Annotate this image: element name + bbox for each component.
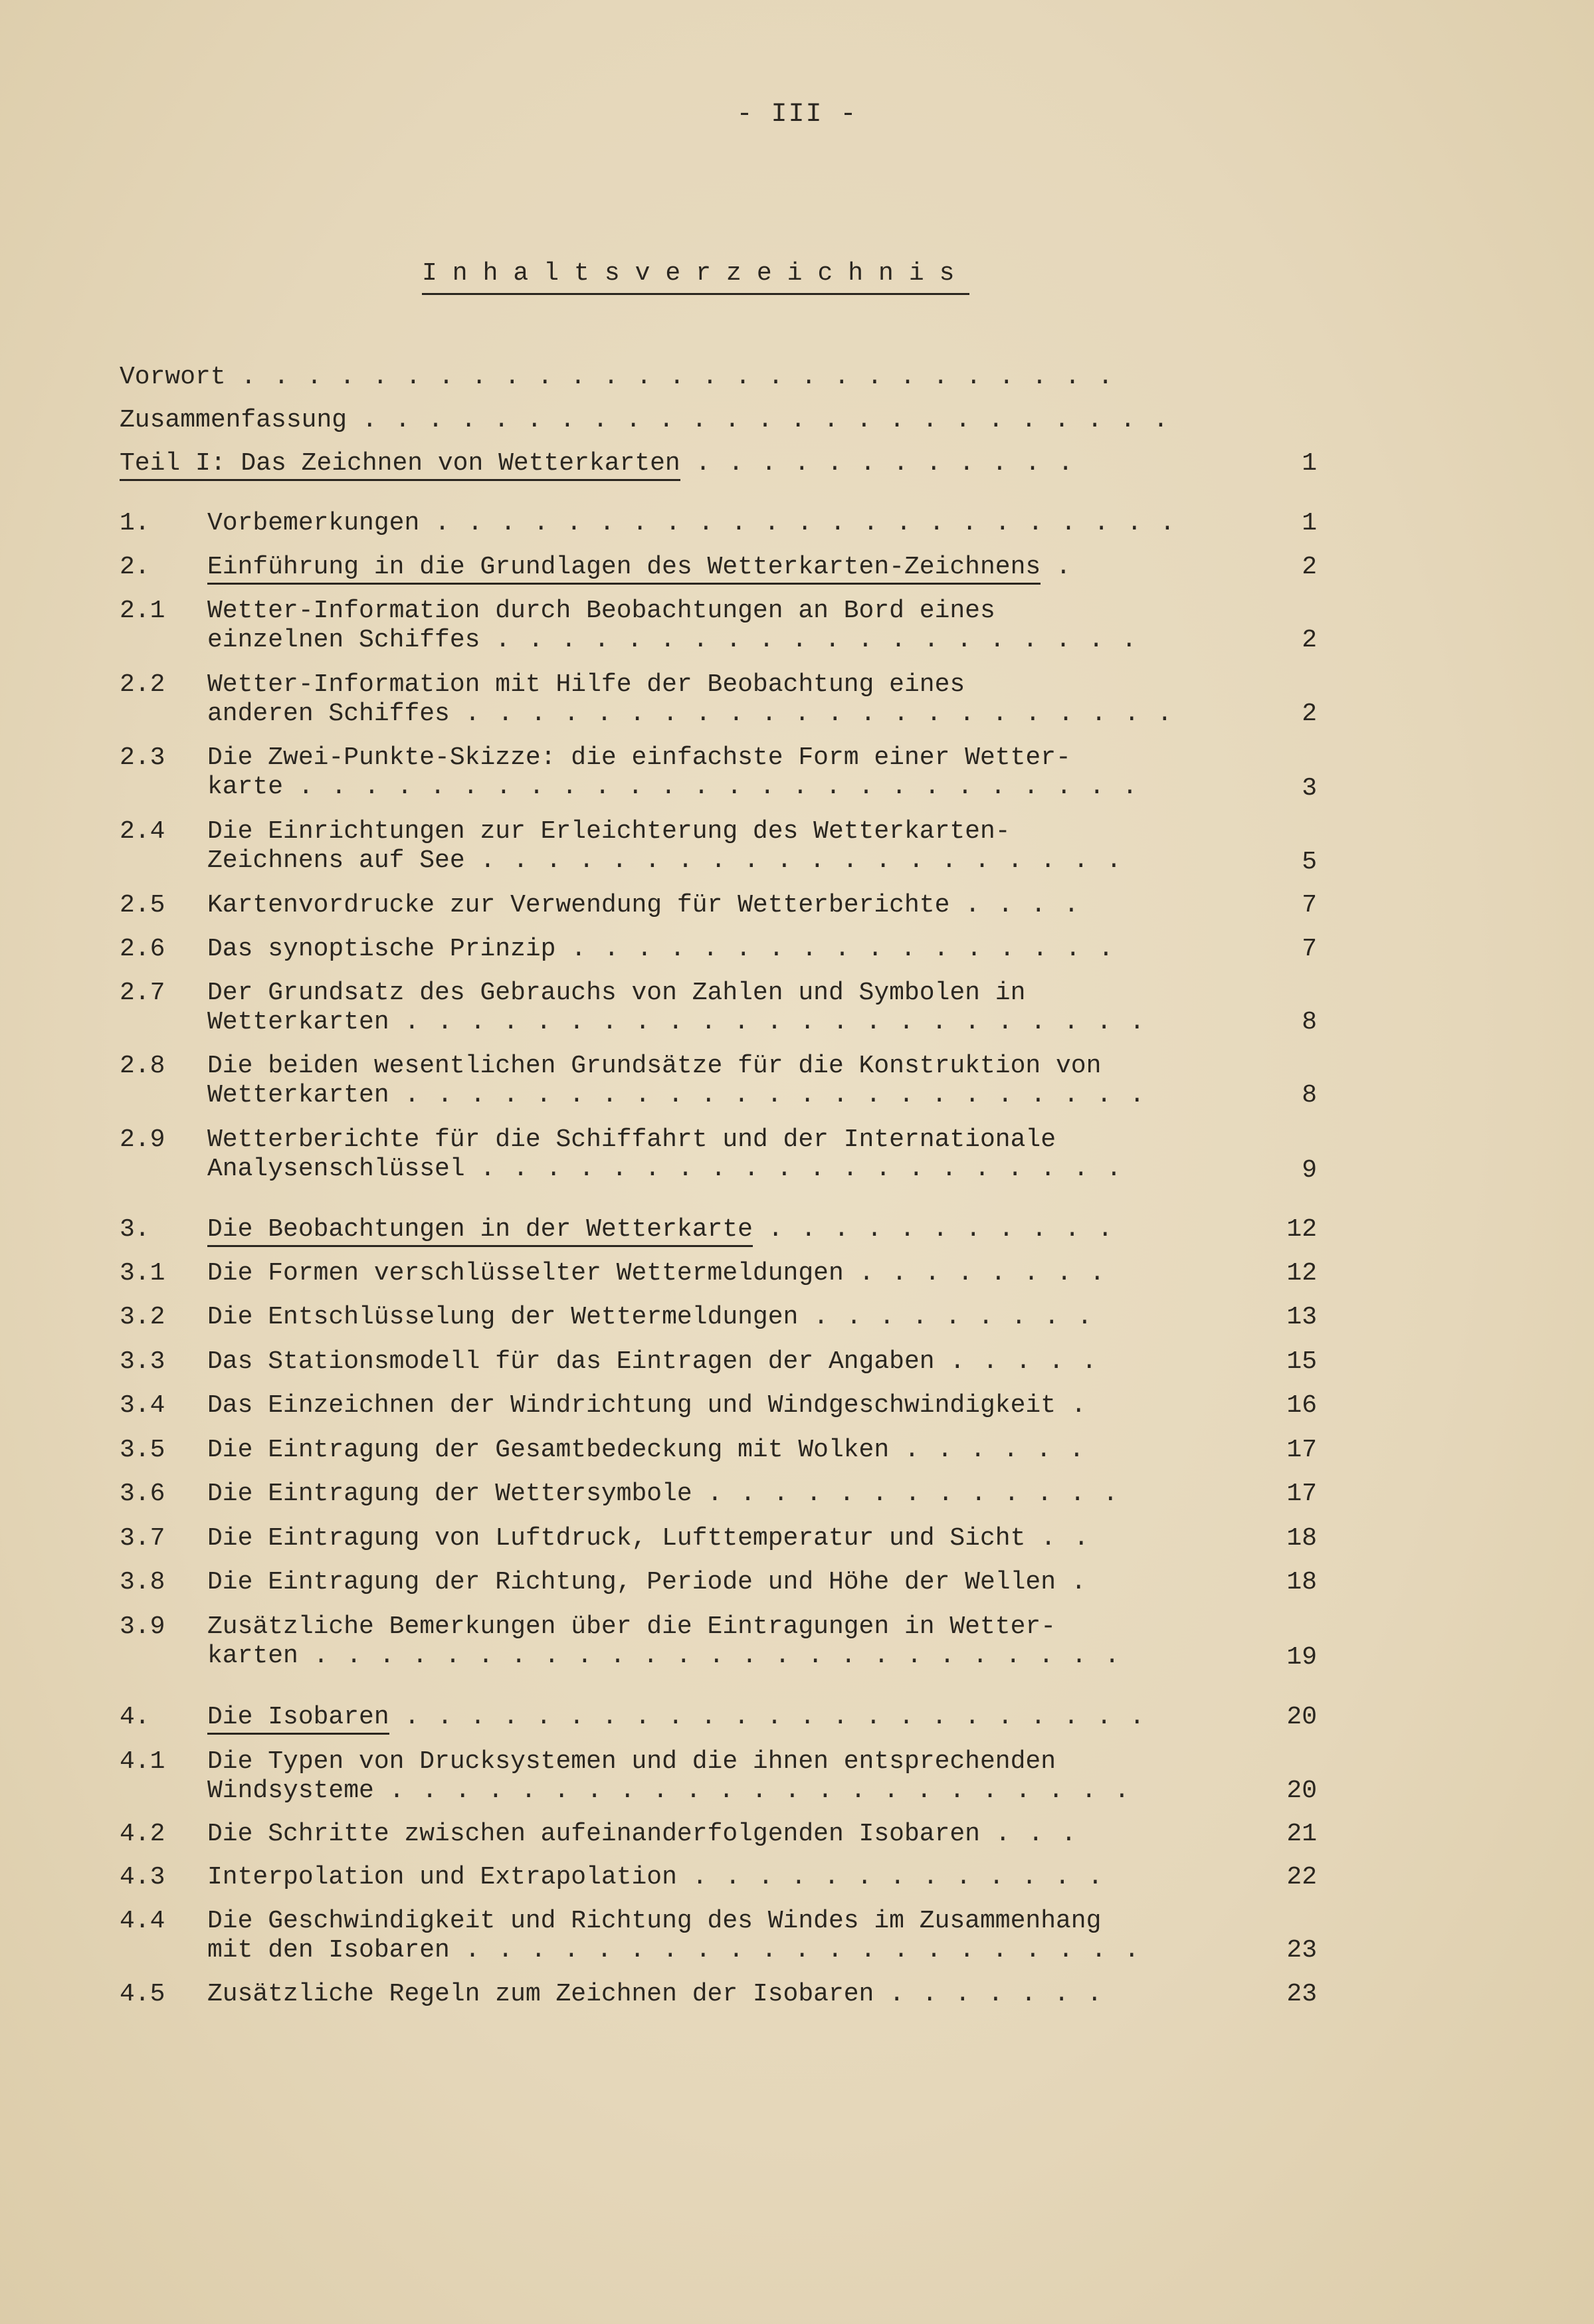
toc-entry-text-line1: Der Grundsatz des Gebrauchs von Zahlen und Symbolen in	[207, 979, 1026, 1007]
page-ref: 1	[1302, 509, 1317, 537]
section-number: 3.	[120, 1215, 150, 1244]
toc-entry-text-line2: karten	[207, 1642, 298, 1670]
leader-dots: . . . . . . . . . . . . . . . . . . . . . . .	[435, 509, 1177, 537]
leader-dots: .	[1070, 1568, 1088, 1597]
toc-entry-text-line1: Wetterberichte für die Schiffahrt und der Internationale	[207, 1125, 1056, 1154]
toc-entry-text: Kartenvordrucke zur Verwendung für Wetterberichte	[207, 891, 950, 920]
page-number: - III -	[736, 100, 858, 130]
leader-dots: . .	[1041, 1524, 1090, 1553]
toc-entry-text: Vorwort	[120, 363, 226, 391]
page-ref: 2	[1302, 553, 1317, 581]
leader-dots: .	[1056, 553, 1072, 581]
leader-dots: . . .	[995, 1820, 1078, 1848]
leader-dots: . . . . . . . . . . . . . . . . . . . . . . .	[404, 1703, 1146, 1731]
toc-entry-text-line2: anderen Schiffes	[207, 700, 450, 728]
section-number: 3.9	[120, 1612, 165, 1641]
section-number: 2.4	[120, 817, 165, 846]
toc-entry-text: Die Entschlüsselung der Wettermeldungen	[207, 1303, 799, 1331]
page-ref: 12	[1286, 1215, 1317, 1244]
section-number: 2.1	[120, 597, 165, 625]
toc-entry-text: Einführung in die Grundlagen des Wetterkarten-Zeichnens	[207, 553, 1041, 585]
leader-dots: . . . . . . . . . . . . . . . . . . . . . . . . .	[313, 1642, 1122, 1670]
leader-dots: . . . . . . . . . . . . . . . . . . . . . . .	[404, 1008, 1146, 1036]
toc-entry-text-line2: Zeichnens auf See	[207, 846, 465, 875]
page-ref: 9	[1302, 1156, 1317, 1185]
section-number: 4.2	[120, 1820, 165, 1848]
page-ref: 15	[1286, 1347, 1317, 1376]
page-ref: 18	[1286, 1568, 1317, 1597]
page-ref: 17	[1286, 1436, 1317, 1464]
section-number: 4.5	[120, 1980, 165, 2008]
page-ref: 2	[1302, 626, 1317, 654]
page-ref: 1	[1302, 449, 1317, 478]
toc-entry-text-line2: mit den Isobaren	[207, 1936, 450, 1965]
toc-entry-text: Die Eintragung der Wettersymbole	[207, 1480, 692, 1508]
leader-dots: .	[1070, 1391, 1088, 1420]
toc-entry-text-line1: Die Zwei-Punkte-Skizze: die einfachste Form einer Wetter-	[207, 743, 1071, 772]
toc-entry-text-line2: einzelnen Schiffes	[207, 626, 480, 654]
leader-dots: . . . . . . . . . . . . . . . . . . . . . . .	[389, 1777, 1131, 1805]
page-ref: 16	[1286, 1391, 1317, 1420]
toc-entry-text: Die Schritte zwischen aufeinanderfolgenden Isobaren	[207, 1820, 980, 1848]
toc-entry-text: Zusammenfassung	[120, 406, 348, 435]
page-ref: 22	[1286, 1863, 1317, 1891]
section-number: 3.7	[120, 1524, 165, 1553]
leader-dots: . . . . . . . . . . . . . . . . . . . . .	[464, 1936, 1141, 1965]
toc-entry-text-line2: Analysenschlüssel	[207, 1155, 465, 1183]
leader-dots: . . . . . . . . . . . . . . . . . . . . . . . . . .	[298, 773, 1139, 801]
toc-entry-text: Teil I: Das Zeichnen von Wetterkarten	[120, 449, 680, 481]
toc-entry-text: Zusätzliche Regeln zum Zeichnen der Isobaren	[207, 1980, 874, 2008]
leader-dots: . . . . .	[949, 1347, 1098, 1376]
leader-dots: . . . . . . . . . . . . . . . . . . . .	[480, 1155, 1123, 1183]
toc-entry-text: Interpolation und Extrapolation	[207, 1863, 677, 1891]
toc-entry-text: Die Beobachtungen in der Wetterkarte	[207, 1215, 753, 1247]
leader-dots: . . . . . . .	[889, 1980, 1104, 2008]
section-number: 3.2	[120, 1303, 165, 1331]
page-ref: 3	[1302, 774, 1317, 803]
toc-entry-text-line1: Die Geschwindigkeit und Richtung des Windes im Zusammenhang	[207, 1907, 1102, 1935]
section-number: 3.3	[120, 1347, 165, 1376]
toc-entry-text: Die Eintragung der Gesamtbedeckung mit Wolken	[207, 1436, 890, 1464]
page-ref: 7	[1302, 935, 1317, 963]
toc-entry-text: Vorbemerkungen	[207, 509, 420, 537]
page-ref: 19	[1286, 1643, 1317, 1672]
page-ref: 5	[1302, 848, 1317, 876]
section-number: 4.4	[120, 1907, 165, 1935]
section-number: 2.2	[120, 670, 165, 699]
section-number: 3.1	[120, 1259, 165, 1288]
section-number: 2.9	[120, 1125, 165, 1154]
page-ref: 13	[1286, 1303, 1317, 1331]
section-number: 2.6	[120, 935, 165, 963]
section-number: 3.4	[120, 1391, 165, 1420]
leader-dots: . . . .	[965, 891, 1080, 920]
toc-entry-text-line2: Windsysteme	[207, 1777, 374, 1805]
section-number: 2.3	[120, 743, 165, 772]
section-number: 4.1	[120, 1747, 165, 1776]
section-number: 4.	[120, 1703, 150, 1731]
toc-entry-text: Das synoptische Prinzip	[207, 935, 556, 963]
leader-dots: . . . . . . . . . . . . . . . . . . . . . . .	[404, 1081, 1146, 1110]
toc-entry-text-line1: Die Einrichtungen zur Erleichterung des Wetterkarten-	[207, 817, 1011, 846]
toc-entry-text-line1: Die Typen von Drucksystemen und die ihnen entsprechenden	[207, 1747, 1056, 1776]
section-number: 3.5	[120, 1436, 165, 1464]
page-ref: 8	[1302, 1008, 1317, 1036]
toc-entry-text-line1: Wetter-Information durch Beobachtungen an Bord eines	[207, 597, 995, 625]
page-ref: 2	[1302, 700, 1317, 728]
page-ref: 7	[1302, 891, 1317, 920]
section-number: 4.3	[120, 1863, 165, 1891]
leader-dots: . . . . . . . . . . . .	[695, 449, 1075, 478]
section-number: 2.5	[120, 891, 165, 920]
leader-dots: . . . . . . . . . . . . . . . . . . . . . . . . .	[361, 406, 1170, 435]
section-number: 2.	[120, 553, 150, 581]
toc-entry-text-line1: Zusätzliche Bemerkungen über die Eintragungen in Wetter-	[207, 1612, 1056, 1641]
toc-entry-text-line1: Die beiden wesentlichen Grundsätze für die Konstruktion von	[207, 1052, 1102, 1080]
toc-entry-text-line2: Wetterkarten	[207, 1008, 389, 1036]
leader-dots: . . . . . . . . .	[813, 1303, 1094, 1331]
leader-dots: . . . . . .	[904, 1436, 1086, 1464]
page-ref: 20	[1286, 1703, 1317, 1731]
leader-dots: . . . . . . . . . . . . . . . . .	[571, 935, 1115, 963]
toc-title: Inhaltsverzeichnis	[422, 259, 969, 295]
leader-dots: . . . . . . . . . . . . .	[707, 1480, 1120, 1508]
leader-dots: . . . . . . . . . . . . .	[692, 1863, 1104, 1891]
leader-dots: . . . . . . . . . . . . . . . . . . . . . .	[464, 700, 1174, 728]
leader-dots: . . . . . . . . . . . . . . . . . . . . . . . . . . .	[241, 363, 1115, 391]
toc-entry-text-line1: Wetter-Information mit Hilfe der Beobachtung eines	[207, 670, 965, 699]
section-number: 3.8	[120, 1568, 165, 1597]
section-number: 2.7	[120, 979, 165, 1007]
toc-entry-text: Die Eintragung von Luftdruck, Lufttemperatur und Sicht	[207, 1524, 1026, 1553]
page-ref: 20	[1286, 1777, 1317, 1805]
page-ref: 12	[1286, 1259, 1317, 1288]
leader-dots: . . . . . . . . . . .	[767, 1215, 1114, 1244]
section-number: 2.8	[120, 1052, 165, 1080]
page-ref: 21	[1286, 1820, 1317, 1848]
toc-entry-text-line2: Wetterkarten	[207, 1081, 389, 1110]
page-ref: 23	[1286, 1936, 1317, 1965]
toc-entry-text: Die Formen verschlüsselter Wettermeldungen	[207, 1259, 844, 1288]
leader-dots: . . . . . . . . . . . . . . . . . . . .	[495, 626, 1138, 654]
page-ref: 18	[1286, 1524, 1317, 1553]
page-ref: 17	[1286, 1480, 1317, 1508]
leader-dots: . . . . . . . .	[858, 1259, 1106, 1288]
toc-entry-text: Die Eintragung der Richtung, Periode und Höhe der Wellen	[207, 1568, 1056, 1597]
toc-entry-text: Das Einzeichnen der Windrichtung und Windgeschwindigkeit	[207, 1391, 1056, 1420]
page-ref: 8	[1302, 1081, 1317, 1110]
toc-entry-text-line2: karte	[207, 773, 284, 801]
toc-entry-text: Das Stationsmodell für das Eintragen der Angaben	[207, 1347, 935, 1376]
leader-dots: . . . . . . . . . . . . . . . . . . . .	[480, 846, 1123, 875]
toc-entry-text: Die Isobaren	[207, 1703, 389, 1735]
section-number: 1.	[120, 509, 150, 537]
page-ref: 23	[1286, 1980, 1317, 2008]
section-number: 3.6	[120, 1480, 165, 1508]
